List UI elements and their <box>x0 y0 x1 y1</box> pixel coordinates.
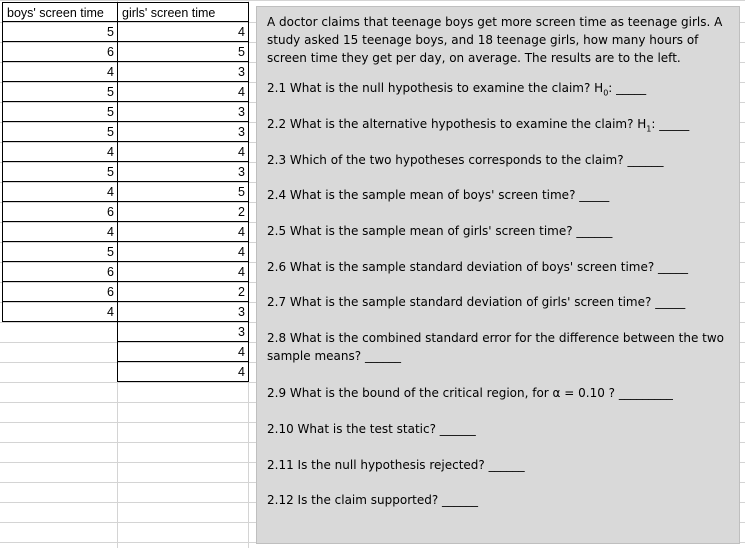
question-12 <box>267 491 729 509</box>
question-5 <box>267 222 729 240</box>
question-text: 2.6 What is the sample standard deviation of boys' screen time? <box>267 260 655 274</box>
boys-value-cell[interactable]: 5 <box>2 21 118 42</box>
hypothesis-subscript: 1 <box>646 124 652 134</box>
girls-value-cell[interactable]: 3 <box>117 301 249 322</box>
answer-blank: _____ <box>655 295 686 309</box>
question-6 <box>267 258 729 276</box>
girls-value-cell[interactable]: 4 <box>117 361 249 382</box>
boys-value-cell[interactable]: 5 <box>2 241 118 262</box>
girls-value-cell[interactable]: 4 <box>117 221 249 242</box>
boys-header-cell[interactable]: boys' screen time <box>2 2 118 22</box>
girls-value-cell[interactable]: 5 <box>117 41 249 62</box>
hypothesis-subscript: 0 <box>603 88 609 98</box>
boys-value-cell[interactable]: 4 <box>2 61 118 82</box>
question-10 <box>267 420 729 438</box>
answer-blank: _________ <box>618 386 673 400</box>
girls-value-cell[interactable]: 4 <box>117 21 249 42</box>
answer-blank: _____ <box>579 188 610 202</box>
question-text: 2.9 What is the bound of the critical region, for α = 0.10 ? <box>267 386 616 400</box>
question-3 <box>267 151 729 169</box>
question-text: 2.4 What is the sample mean of boys' screen time? <box>267 188 576 202</box>
boys-value-cell[interactable]: 6 <box>2 41 118 62</box>
boys-value-cell[interactable]: 4 <box>2 301 118 322</box>
answer-blank: ______ <box>488 458 525 472</box>
question-text: 2.2 What is the alternative hypothesis to examine the claim? H <box>267 117 647 131</box>
question-text: 2.10 What is the test static? <box>267 422 436 436</box>
answer-blank: _____ <box>658 260 689 274</box>
answer-blank: ______ <box>627 153 664 167</box>
question-11 <box>267 456 729 474</box>
question-text: 2.3 Which of the two hypotheses corresponds to the claim? <box>267 153 624 167</box>
question-1 <box>267 79 729 102</box>
question-text: 2.11 Is the null hypothesis rejected? <box>267 458 485 472</box>
grid-line <box>0 0 745 1</box>
girls-value-cell[interactable]: 4 <box>117 241 249 262</box>
question-text: 2.5 What is the sample mean of girls' screen time? <box>267 224 573 238</box>
answer-blank: _____ <box>659 117 690 131</box>
girls-value-cell[interactable]: 4 <box>117 261 249 282</box>
question-2 <box>267 115 729 138</box>
girls-value-cell[interactable]: 3 <box>117 321 249 342</box>
boys-value-cell[interactable]: 4 <box>2 141 118 162</box>
girls-value-cell[interactable]: 4 <box>117 341 249 362</box>
girls-value-cell[interactable]: 3 <box>117 101 249 122</box>
question-7 <box>267 293 729 311</box>
girls-value-cell[interactable]: 3 <box>117 161 249 182</box>
boys-value-cell[interactable]: 5 <box>2 121 118 142</box>
question-4 <box>267 186 729 204</box>
question-text: 2.1 What is the null hypothesis to examine the claim? H <box>267 81 604 95</box>
question-text: 2.7 What is the sample standard deviation of girls' screen time? <box>267 295 652 309</box>
question-8 <box>267 329 729 365</box>
boys-value-cell[interactable]: 6 <box>2 281 118 302</box>
girls-value-cell[interactable]: 2 <box>117 201 249 222</box>
girls-value-cell[interactable]: 5 <box>117 181 249 202</box>
girls-value-cell[interactable]: 2 <box>117 281 249 302</box>
girls-value-cell[interactable]: 4 <box>117 81 249 102</box>
question-colon: : <box>651 117 656 131</box>
boys-value-cell[interactable]: 6 <box>2 201 118 222</box>
question-text-box[interactable] <box>256 6 740 544</box>
intro-paragraph: A doctor claims that teenage boys get more screen time as teenage girls. A study asked 15 teenage boys, and 18 teenage girls, how many hours of screen time they get per day, on average. The results are to the left. <box>267 15 723 65</box>
boys-value-cell[interactable]: 5 <box>2 101 118 122</box>
question-text: 2.12 Is the claim supported? <box>267 493 439 507</box>
girls-value-cell[interactable]: 4 <box>117 141 249 162</box>
girls-header-cell[interactable]: girls' screen time <box>118 2 249 22</box>
boys-value-cell[interactable]: 6 <box>2 261 118 282</box>
girls-value-cell[interactable]: 3 <box>117 121 249 142</box>
boys-value-cell[interactable]: 5 <box>2 161 118 182</box>
answer-blank: _____ <box>616 81 647 95</box>
boys-value-cell[interactable]: 4 <box>2 181 118 202</box>
question-text: 2.8 What is the combined standard error for the difference between the two sample means? <box>267 331 725 363</box>
boys-value-cell[interactable]: 5 <box>2 81 118 102</box>
boys-value-cell[interactable]: 4 <box>2 221 118 242</box>
girls-value-cell[interactable]: 3 <box>117 61 249 82</box>
question-9 <box>267 384 729 402</box>
answer-blank: ______ <box>576 224 613 238</box>
answer-blank: ______ <box>442 493 479 507</box>
answer-blank: ______ <box>364 349 401 363</box>
answer-blank: ______ <box>439 422 476 436</box>
question-colon: : <box>608 81 613 95</box>
